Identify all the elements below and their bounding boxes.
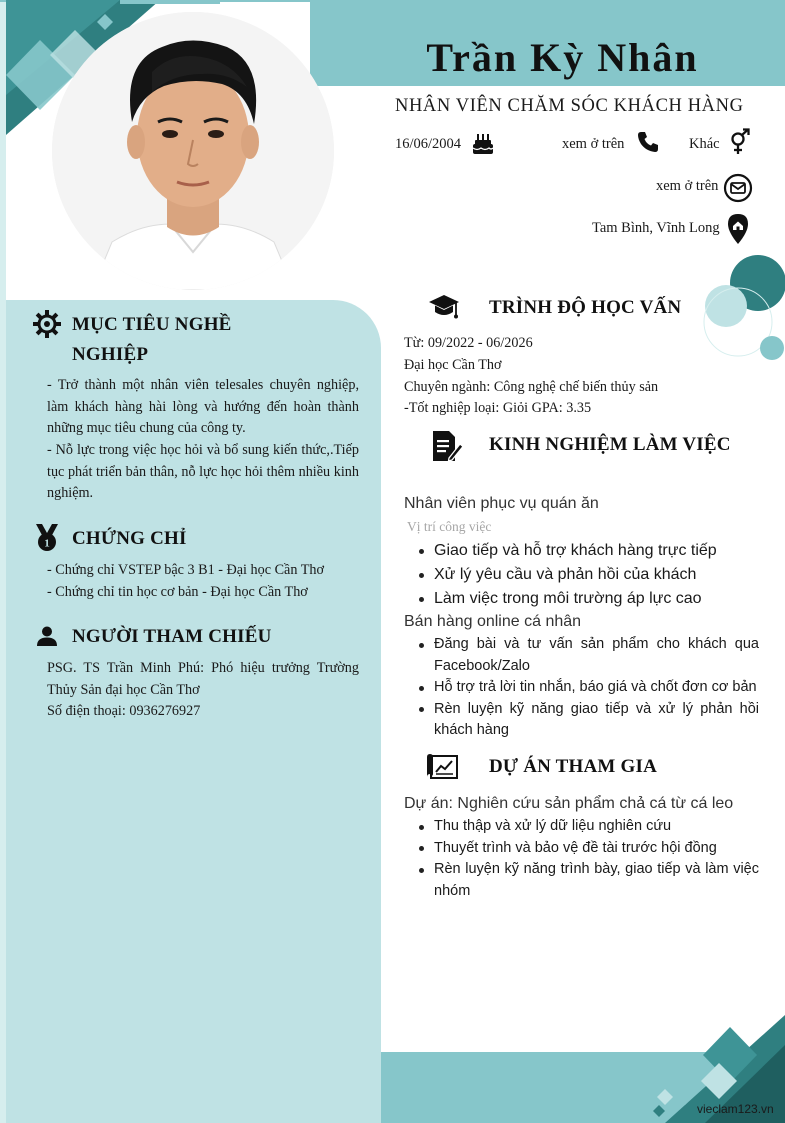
circles-decoration: [700, 250, 785, 365]
candidate-name: Trần Kỳ Nhân: [426, 35, 699, 80]
profile-photo: [52, 12, 334, 290]
objective-paragraph-2: - Nỗ lực trong việc học hỏi và bổ sung kiến thức,.Tiếp tục phát triển bản thân, nỗ lực học hỏi thêm nhiều kinh nghiệm.: [47, 442, 359, 501]
person-icon: [36, 626, 58, 646]
job-2-name: Bán hàng online cá nhân: [404, 613, 582, 630]
phone-text: xem ở trên: [562, 136, 625, 152]
graduation-cap-icon: [428, 293, 460, 323]
birthday-text: 16/06/2004: [395, 136, 462, 152]
education-heading: TRÌNH ĐỘ HỌC VẤN: [489, 297, 682, 318]
gear-icon: [33, 310, 61, 338]
education-period: Từ: 09/2022 - 06/2026: [404, 335, 533, 351]
references-heading: NGƯỜI THAM CHIẾU: [72, 626, 272, 647]
svg-text:1: 1: [44, 537, 50, 550]
reference-phone: Số điện thoại: 0936276927: [47, 703, 201, 719]
projects-heading: DỰ ÁN THAM GIA: [489, 756, 657, 777]
address-text: Tam Bình, Vĩnh Long: [592, 220, 720, 236]
location-pin-icon: [726, 213, 750, 245]
job-1-bullets: [434, 539, 759, 611]
document-edit-icon: [431, 430, 463, 462]
email-icon: [723, 173, 753, 203]
email-text: xem ở trên: [656, 178, 719, 194]
watermark: vieclam123.vn: [697, 1102, 774, 1116]
certificates-heading: CHỨNG CHỈ: [72, 528, 187, 549]
list-item: Giao tiếp và hỗ trợ khách hàng trực tiếp: [434, 539, 759, 563]
experience-heading: KINH NGHIỆM LÀM VIỆC: [489, 434, 731, 455]
certificate-item-1: - Chứng chỉ VSTEP bậc 3 B1 - Đại học Cần Thơ: [47, 562, 324, 578]
job-2-bullets: [434, 634, 759, 742]
chart-blueprint-icon: [426, 753, 458, 779]
list-item: Thu thập và xử lý dữ liệu nghiên cứu: [434, 816, 759, 838]
job-title: NHÂN VIÊN CHĂM SÓC KHÁCH HÀNG: [395, 96, 744, 116]
objective-paragraph-1: - Trở thành một nhân viên telesales chuyên nghiệp, làm khách hàng hài lòng và hướng đến hoàn thành những mục tiêu chung của công ty.: [47, 377, 359, 436]
gender-icon: [728, 128, 752, 156]
gender-text: Khác: [689, 136, 720, 152]
objective-heading-line2: NGHIỆP: [72, 344, 149, 365]
list-item: Rèn luyện kỹ năng giao tiếp và xử lý phản hồi khách hàng: [434, 699, 759, 742]
list-item: Xử lý yêu cầu và phản hồi của khách: [434, 563, 759, 587]
objective-heading-line1: MỤC TIÊU NGHỀ: [72, 314, 232, 335]
education-school: Đại học Cần Thơ: [404, 357, 502, 373]
project-name: Dự án: Nghiên cứu sản phẩm chả cá từ cá leo: [404, 795, 734, 812]
job-1-name: Nhân viên phục vụ quán ăn: [404, 495, 599, 512]
certificate-item-2: - Chứng chỉ tin học cơ bản - Đại học Cần Thơ: [47, 584, 308, 600]
list-item: Đăng bài và tư vấn sản phẩm cho khách qua Facebook/Zalo: [434, 634, 759, 677]
education-grade: -Tốt nghiệp loại: Giỏi GPA: 3.35: [404, 400, 592, 416]
reference-text: PSG. TS Trần Minh Phú: Phó hiệu trưởng Trường Thủy Sản đại học Cần Thơ: [47, 660, 359, 698]
list-item: Làm việc trong môi trường áp lực cao: [434, 587, 759, 611]
birthday-cake-icon: [470, 130, 496, 156]
project-bullets: [434, 816, 759, 902]
list-item: Rèn luyện kỹ năng trình bày, giao tiếp và làm việc nhóm: [434, 859, 759, 902]
job-1-role: Vị trí công việc: [407, 519, 492, 534]
phone-icon: [636, 130, 660, 154]
list-item: Hỗ trợ trả lời tin nhắn, báo giá và chốt đơn cơ bản: [434, 677, 759, 699]
medal-icon: [34, 524, 60, 552]
education-major: Chuyên ngành: Công nghệ chế biến thủy sản: [404, 379, 659, 395]
list-item: Thuyết trình và bảo vệ đề tài trước hội đồng: [434, 838, 759, 860]
